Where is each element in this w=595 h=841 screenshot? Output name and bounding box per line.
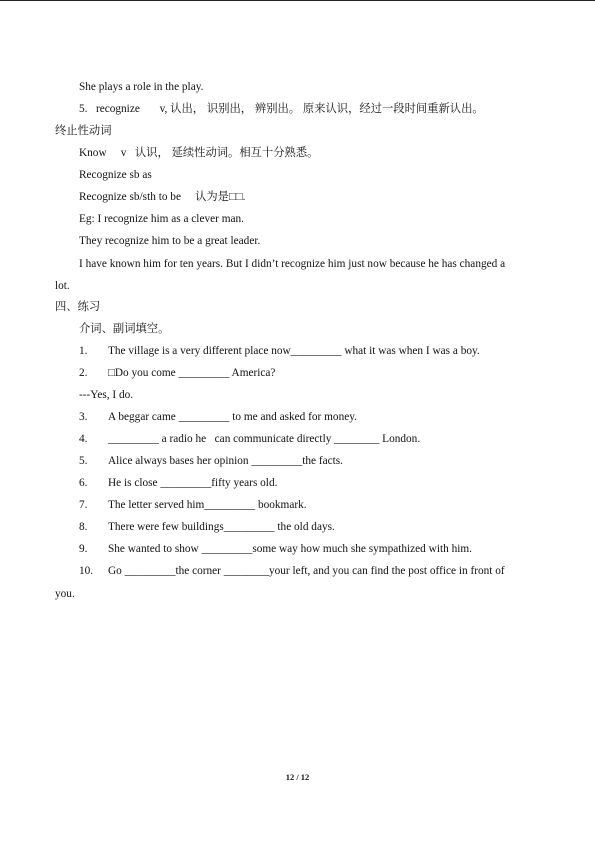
item-number: 6.	[79, 477, 88, 489]
example-sentence-continued: lot.	[55, 280, 70, 292]
item-number: 9.	[79, 543, 88, 555]
item-text: She wanted to show _________some way how much she sympathized with him.	[108, 543, 472, 555]
item-text: The village is a very different place now_________ what it was when I was a boy.	[108, 345, 480, 357]
vocab-note: 终止性动词	[55, 125, 112, 137]
item-number: 1.	[79, 345, 88, 357]
example-sentence: She plays a role in the play.	[79, 81, 204, 93]
example-sentence: They recognize him to be a great leader.	[79, 235, 261, 247]
item-text: Go _________the corner ________your left, and you can find the post office in front of	[108, 565, 505, 577]
item-text: He is close _________fifty years old.	[108, 477, 278, 489]
vocab-entry-know: Know v 认识， 延续性动词。相互十分熟悉。	[79, 147, 319, 159]
item-text: Alice always bases her opinion _________the facts.	[108, 455, 343, 467]
item-number: 5.	[79, 455, 88, 467]
vocab-entry-recognize: 5. recognize v, 认出， 识别出， 辨别出。 原来认识，经过一段时间重新认出。	[79, 103, 484, 115]
item-number: 3.	[79, 411, 88, 423]
item-number: 2.	[79, 367, 88, 379]
page-top-border	[0, 0, 595, 1]
item-text: □Do you come _________ America?	[108, 367, 276, 379]
item-text: The letter served him_________ bookmark.	[108, 499, 307, 511]
page-number: 12 / 12	[285, 772, 310, 782]
item-text-continued: you.	[55, 588, 75, 600]
item-text: _________ a radio he can communicate directly ________ London.	[108, 433, 421, 445]
item-number: 10.	[79, 565, 94, 577]
usage-pattern: Recognize sb/sth to be 认为是□□.	[79, 191, 246, 203]
item-number: 7.	[79, 499, 88, 511]
usage-pattern: Recognize sb as	[79, 169, 152, 181]
item-text: There were few buildings_________ the old days.	[108, 521, 335, 533]
item-text: A beggar came _________ to me and asked for money.	[108, 411, 357, 423]
section-heading: 四、练习	[55, 301, 101, 313]
item-number: 8.	[79, 521, 88, 533]
item-number: 4.	[79, 433, 88, 445]
item-answer: ---Yes, I do.	[79, 389, 134, 401]
exercise-instruction: 介词、副词填空。	[79, 323, 170, 335]
example-sentence: Eg: I recognize him as a clever man.	[79, 213, 244, 225]
example-sentence: I have known him for ten years. But I didn’t recognize him just now because he has changed a	[79, 258, 506, 270]
